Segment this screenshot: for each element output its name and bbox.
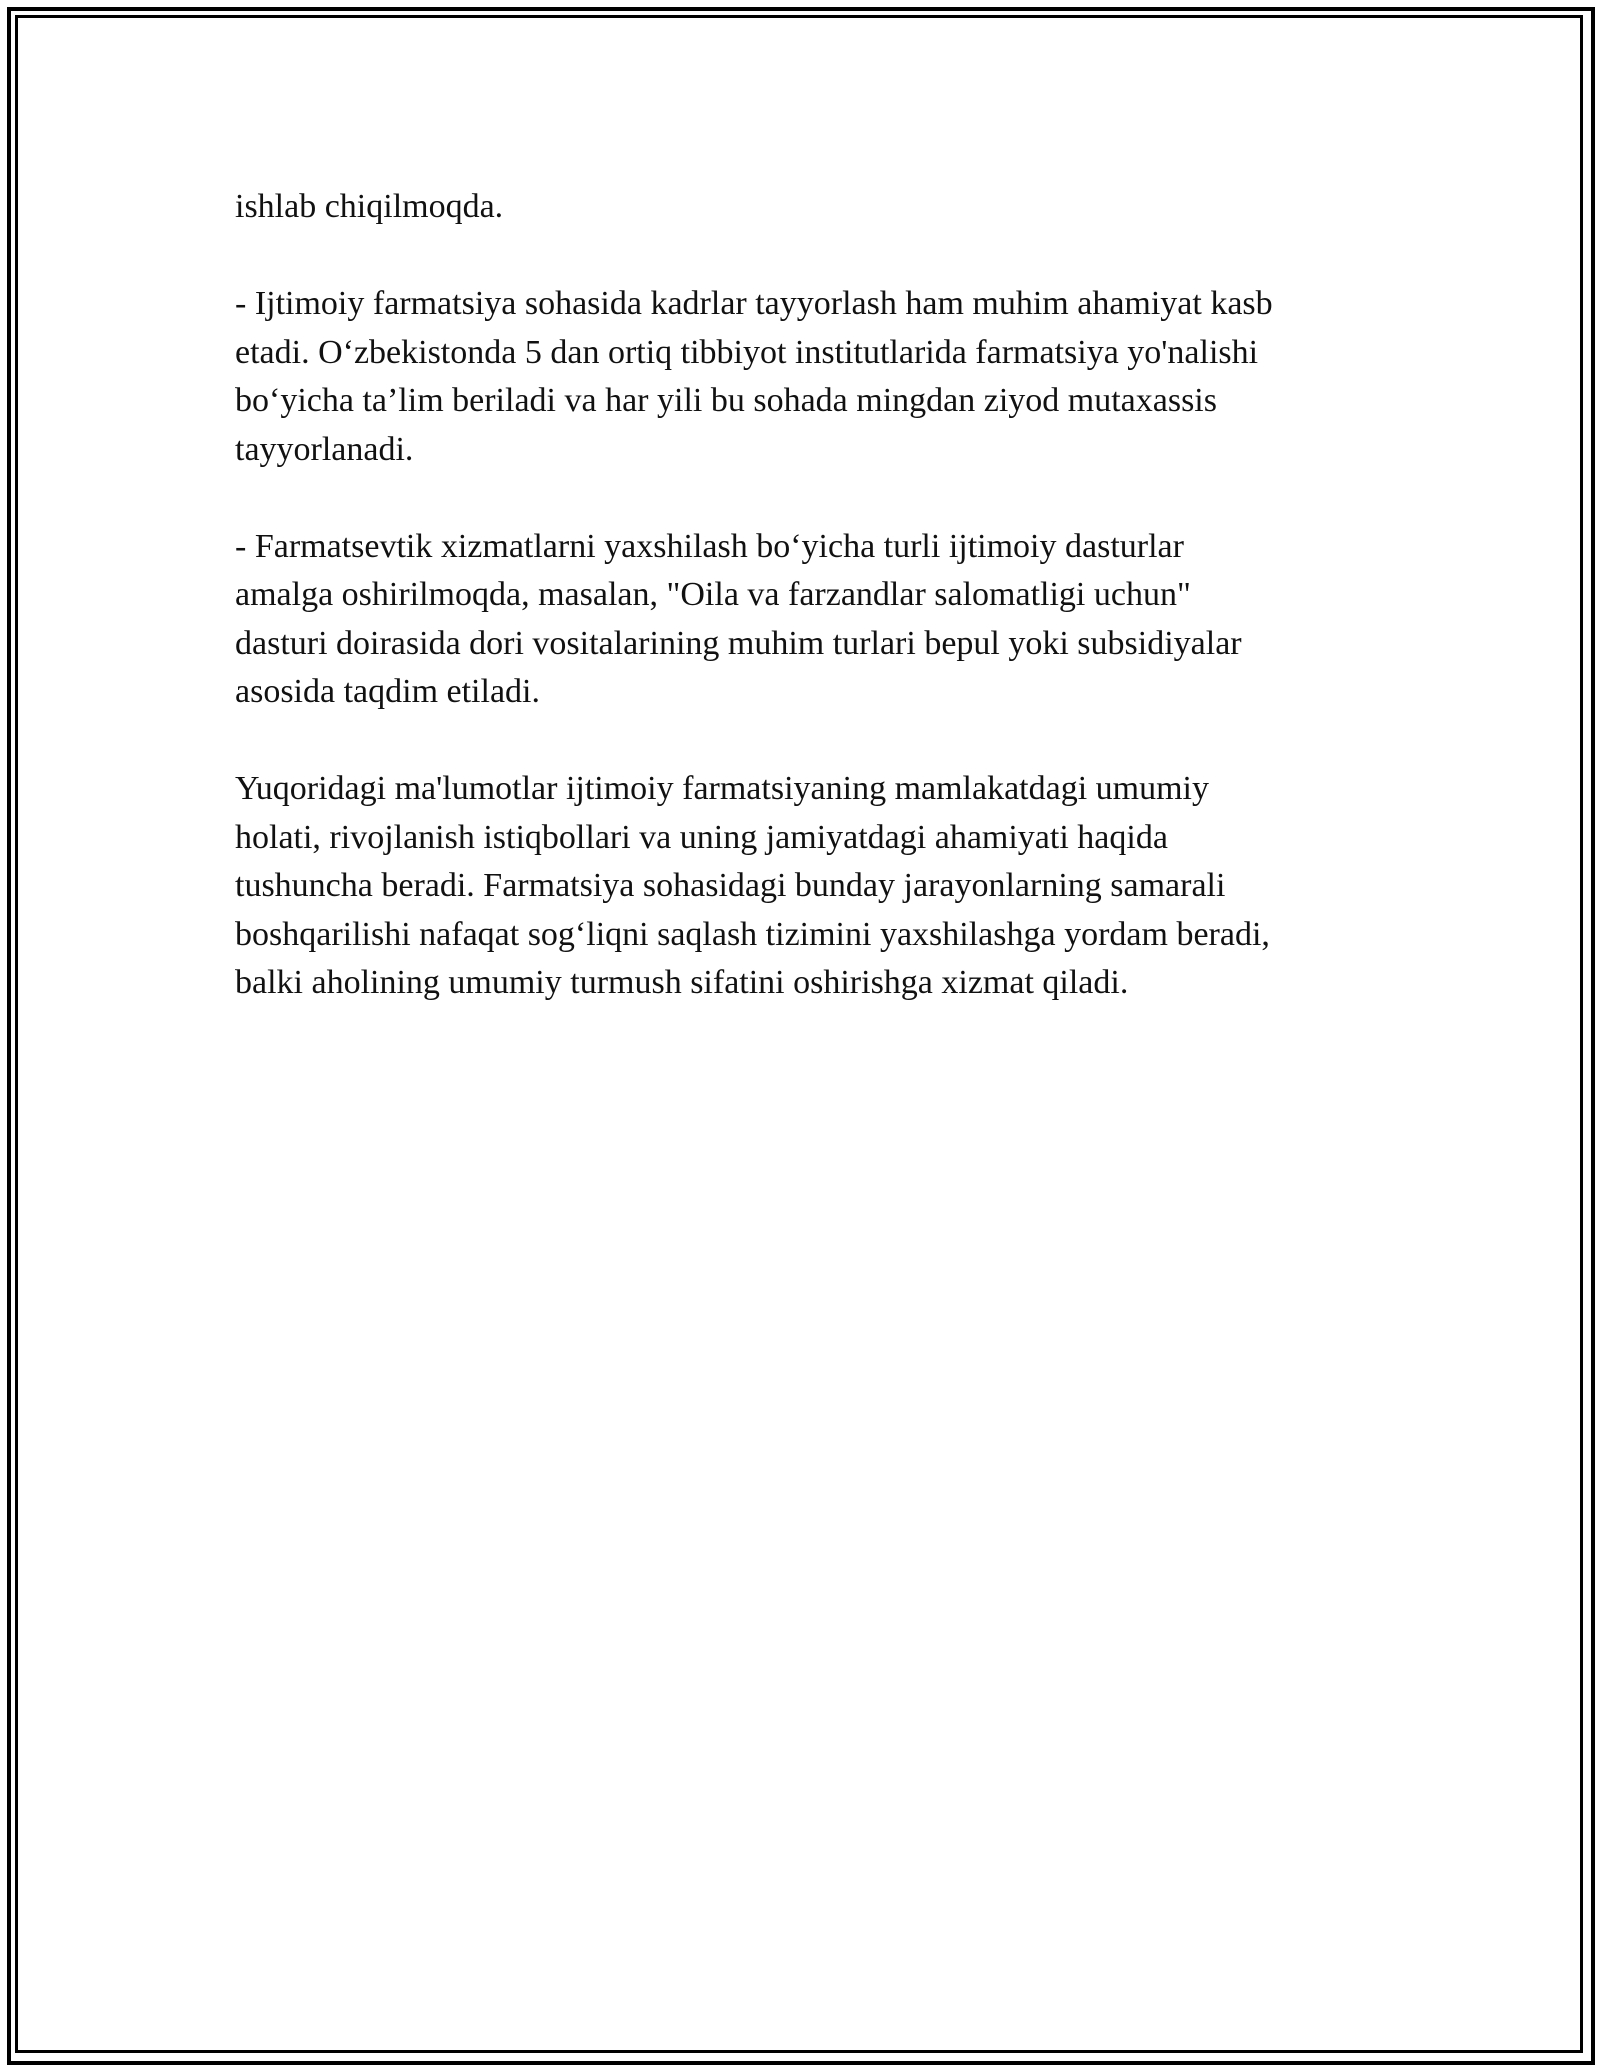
text-line: Yuqoridagi ma'lumotlar ijtimoiy farmatsiyaning mamlakatdagi umumiy [235,770,1209,807]
paragraph-intro-fragment [235,183,1365,232]
text-line: ishlab chiqilmoqda. [235,188,504,225]
text-line: asosida taqdim etiladi. [235,673,540,710]
text-line: tushuncha beradi. Farmatsiya sohasidagi bunday jarayonlarning samarali [235,867,1226,904]
paragraph-staff-training [235,280,1365,474]
text-line: dasturi doirasida dori vositalarining muhim turlari bepul yoki subsidiyalar [235,624,1242,662]
text-line: - Ijtimoiy farmatsiya sohasida kadrlar tayyorlash ham muhim ahamiyat kasb [235,285,1273,322]
paragraph-social-programs [235,523,1365,717]
text-line: amalga oshirilmoqda, masalan, "Oila va farzandlar salomatligi uchun" [235,576,1191,613]
text-line: etadi. O‘zbekistonda 5 dan ortiq tibbiyot institutlarida farmatsiya yo'nalishi [235,333,1259,371]
text-line: tayyorlanadi. [235,430,414,468]
paragraph-conclusion [235,765,1365,1008]
document-body [235,183,1365,1056]
text-line: bo‘yicha ta’lim beriladi va har yili bu sohada mingdan ziyod mutaxassis [235,382,1217,419]
text-line: - Farmatsevtik xizmatlarni yaxshilash bo‘yicha turli ijtimoiy dasturlar [235,527,1184,565]
text-line: boshqarilishi nafaqat sog‘liqni saqlash tizimini yaxshilashga yordam beradi, [235,915,1270,953]
text-line: holati, rivojlanish istiqbollari va uning jamiyatdagi ahamiyati haqida [235,818,1168,856]
text-line: balki aholining umumiy turmush sifatini oshirishga xizmat qiladi. [235,964,1129,1001]
